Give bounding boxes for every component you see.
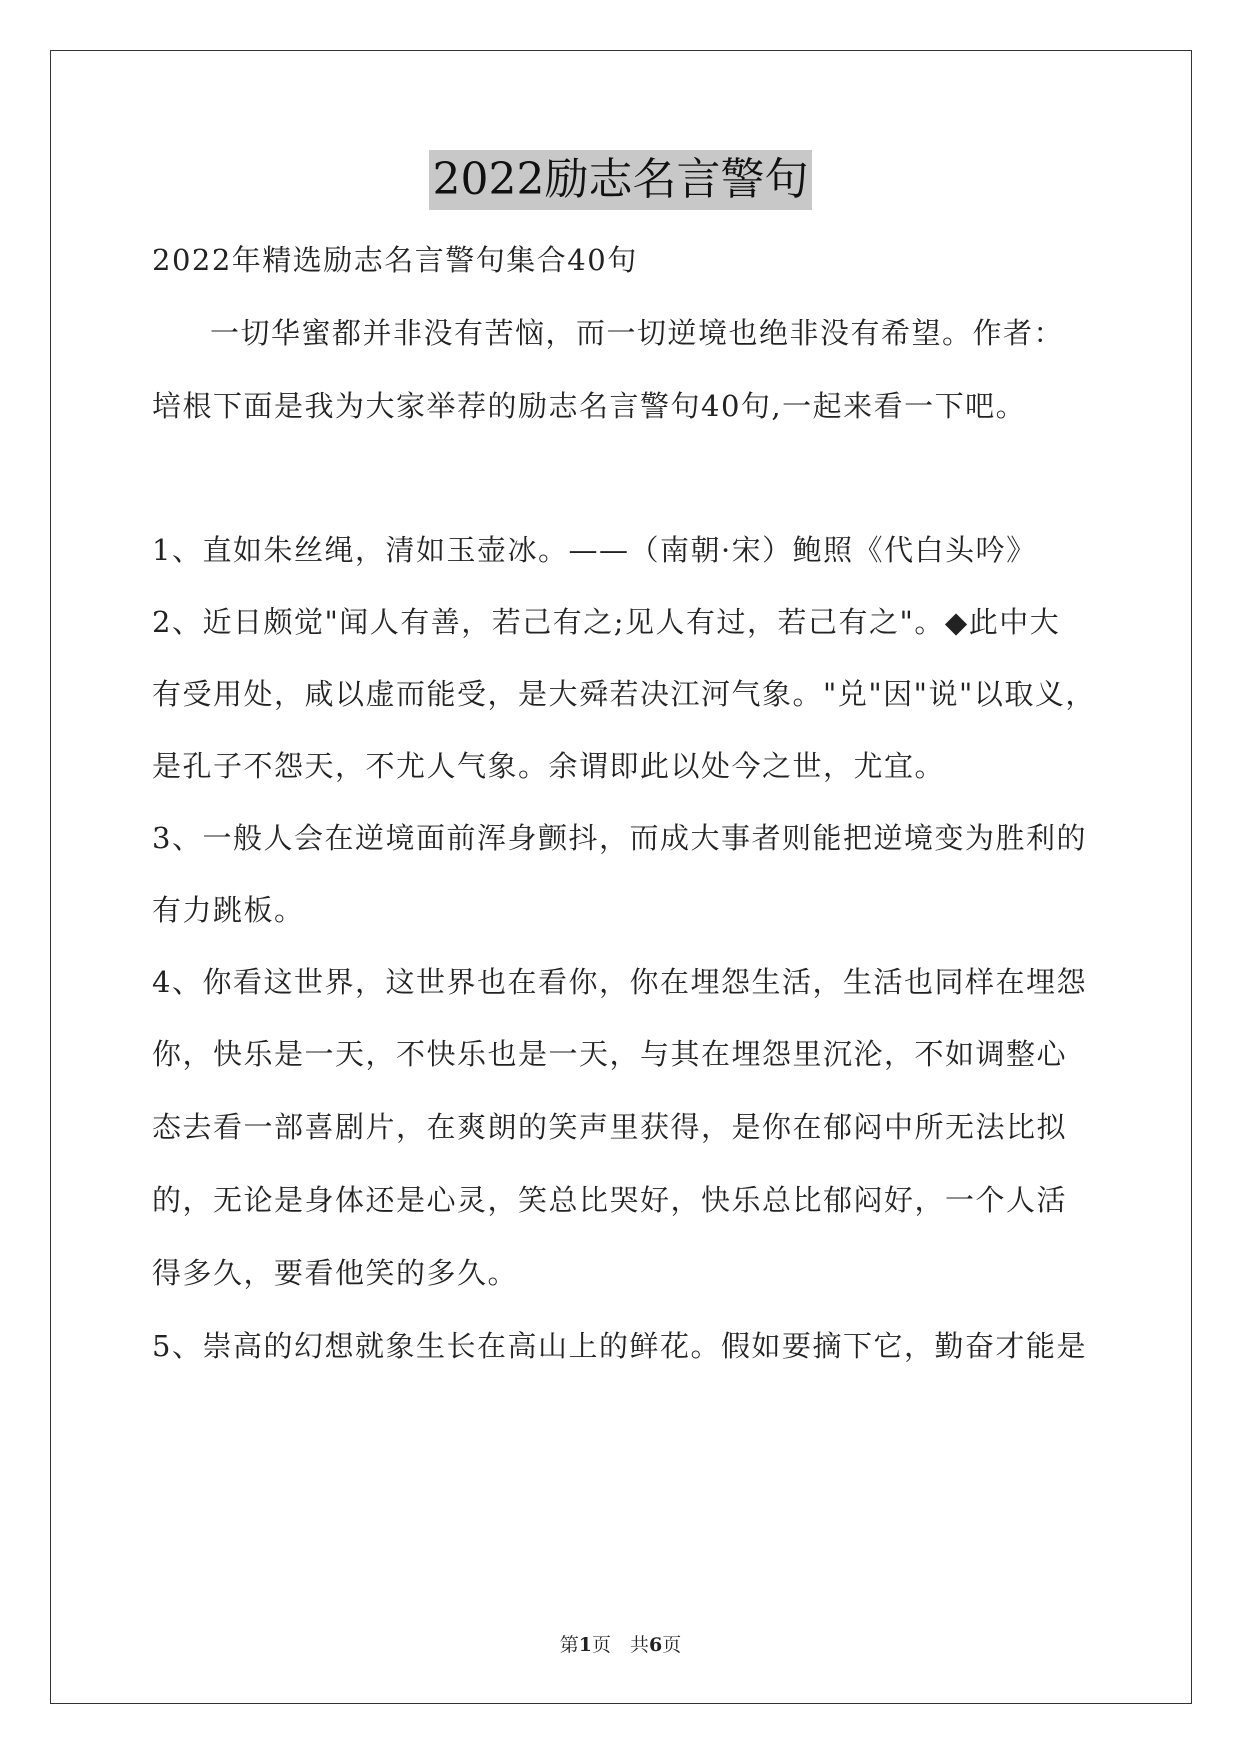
footer-prefix: 第 [559,1634,579,1656]
footer-suffix: 页 [662,1634,682,1656]
paragraph-line: 有受用处，咸以虚而能受，是大舜若决江河气象。"兑"因"说"以取义， [152,677,1096,711]
footer-middle: 页 共 [591,1634,649,1656]
page-footer [0,1632,1241,1658]
page-border [50,50,1192,1704]
footer-page-number: 1 [578,1634,592,1656]
paragraph-line: 培根下面是我为大家举荐的励志名言警句40句,一起来看一下吧。 [152,389,1027,423]
paragraph-line: 2、近日颇觉"闻人有善，若己有之;见人有过，若己有之"。◆此中大 [152,605,1061,639]
paragraph-line: 有力跳板。 [152,893,305,927]
paragraph-line: 1、直如朱丝绳，清如玉壶冰。——（南朝·宋）鲍照《代白头吟》 [152,533,1037,567]
paragraph-line: 的，无论是身体还是心灵，笑总比哭好，快乐总比郁闷好，一个人活 [152,1183,1068,1217]
paragraph-line: 4、你看这世界，这世界也在看你，你在埋怨生活，生活也同样在埋怨 [152,965,1087,999]
subtitle-line: 2022年精选励志名言警句集合40句 [152,243,638,277]
paragraph-line: 态去看一部喜剧片，在爽朗的笑声里获得，是你在郁闷中所无法比拟 [152,1110,1068,1144]
paragraph-line: 3、一般人会在逆境面前浑身颤抖，而成大事者则能把逆境变为胜利的 [152,821,1087,855]
paragraph-line: 5、崇高的幻想就象生长在高山上的鲜花。假如要摘下它，勤奋才能是 [152,1329,1087,1363]
document-title: 2022励志名言警句 [429,150,813,210]
title-container [0,150,1241,210]
footer-total-pages: 6 [649,1634,663,1656]
paragraph-line: 一切华蜜都并非没有苦恼，而一切逆境也绝非没有希望。作者： [210,316,1065,350]
paragraph-line: 得多久，要看他笑的多久。 [152,1256,519,1290]
paragraph-line: 是孔子不怨天，不尤人气象。余谓即此以处今之世，尤宜。 [152,749,946,783]
paragraph-line: 你，快乐是一天，不快乐也是一天，与其在埋怨里沉沦，不如调整心 [152,1037,1068,1071]
